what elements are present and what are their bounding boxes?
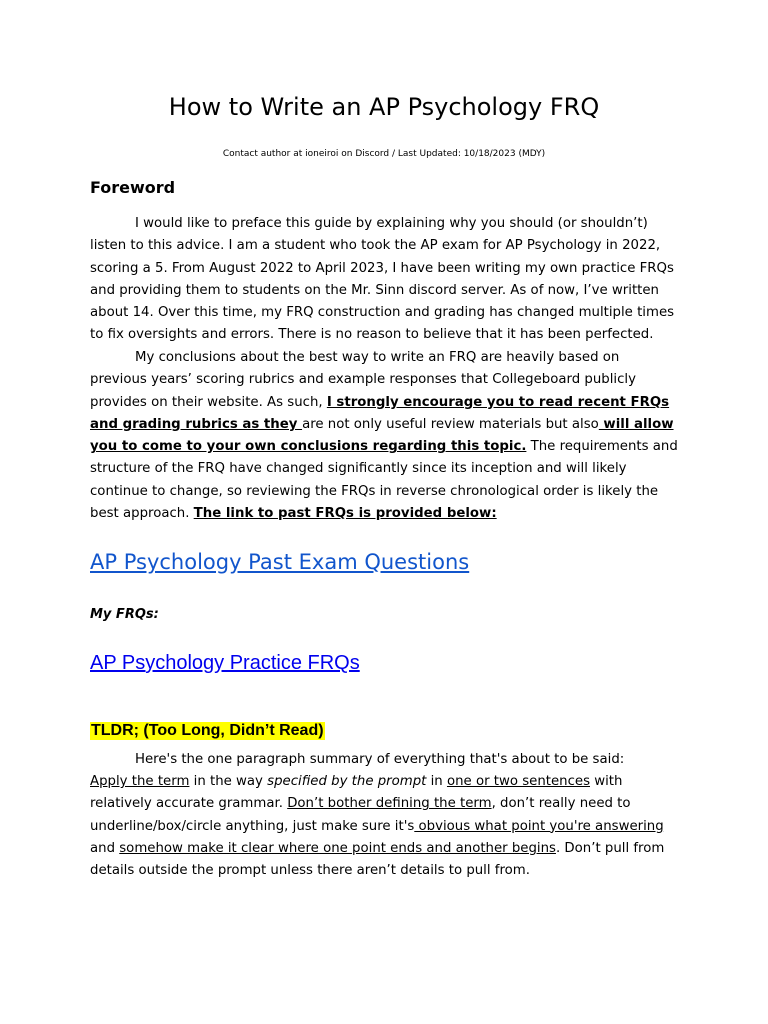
summary-sentences: one or two sentences xyxy=(446,774,590,789)
practice-frqs-link[interactable]: AP Psychology Practice FRQs xyxy=(90,652,360,674)
summary-text: in xyxy=(426,774,447,789)
p2-emphasis-encourage: I strongly encourage you to read recent FRQs and grading rubrics as they xyxy=(90,394,670,432)
document-subtitle: Contact author at ioneiroi on Discord / Last Updated: 10/18/2023 (MDY) xyxy=(222,149,546,159)
foreword-heading: Foreword xyxy=(90,178,176,197)
p2-emphasis-conclusions: will allow you to come to your own conclusions regarding this topic. xyxy=(90,416,674,455)
foreword-paragraph-1: I would like to preface this guide by explaining why you should (or shouldn’t) listen to this advice. I am a student who took the AP exam for AP Psychology in 2022, scoring a 5. From August 2022 to April 2023, I have been writing my own practice FRQs and providing them to students on the Mr. Sinn discord server. As of now, I’ve written about 14. Over this time, my FRQ construction and grading has changed multiple times to fix oversights and errors. There is no reason to believe that it has been perfected. xyxy=(90,216,675,343)
tldr-intro: Here's the one paragraph summary of everything that's about to be said: xyxy=(135,752,625,767)
summary-clear-points: somehow make it clear where one point ends and another begins xyxy=(119,840,556,856)
summary-obvious-point: obvious what point you're answering xyxy=(414,818,664,834)
summary-text: , don’t really need to underline/box/circle anything, just make sure it's xyxy=(90,796,631,834)
p2-text-a: My conclusions about the best way to write an FRQ are heavily based on previous years’ scoring rubrics and example responses that Collegeboard publicly provides on their website. As such, xyxy=(90,350,636,410)
past-exam-questions-link[interactable]: AP Psychology Past Exam Questions xyxy=(90,550,470,574)
foreword-paragraph-2 xyxy=(90,347,680,525)
p2-text-c: are not only useful review materials but also xyxy=(302,416,599,432)
summary-dont-define: Don’t bother defining the term xyxy=(287,796,492,812)
tldr-summary xyxy=(90,771,680,882)
my-frqs-label: My FRQs: xyxy=(90,607,159,622)
summary-specified-prompt: specified by the prompt xyxy=(267,774,427,789)
summary-text: and xyxy=(90,840,120,856)
p2-emphasis-link-note: The link to past FRQs is provided below: xyxy=(193,506,497,522)
summary-text: . Don’t pull from details outside the prompt unless there aren’t details to pull from. xyxy=(90,840,665,879)
p2-text-e: The requirements and structure of the FRQ have changed significantly since its inception and will likely continue to change, so reviewing the FRQs in reverse chronological order is likely the best approach. xyxy=(90,439,678,522)
summary-text: with relatively accurate grammar. xyxy=(90,774,623,812)
summary-text: in the way xyxy=(189,774,268,789)
tldr-heading: TLDR; (Too Long, Didn’t Read) xyxy=(91,722,324,739)
summary-apply-term: Apply the term xyxy=(90,774,190,789)
document-title: How to Write an AP Psychology FRQ xyxy=(168,93,600,121)
